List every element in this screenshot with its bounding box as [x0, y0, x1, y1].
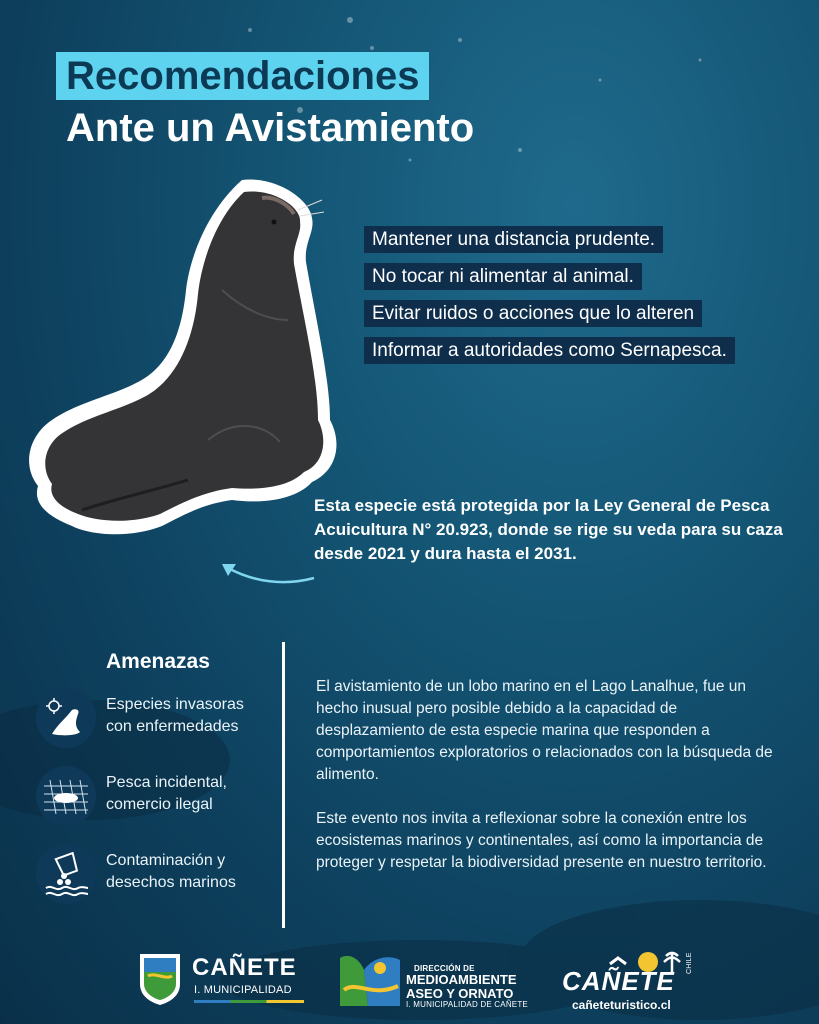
- tourism-chile: CHILE: [686, 952, 693, 974]
- body-text: [316, 676, 786, 896]
- title-recomendaciones: Recomendaciones: [56, 52, 429, 100]
- dma-line1: DIRECCIÓN DE: [414, 964, 475, 973]
- threat-item-invasive: [36, 688, 276, 752]
- canete-color-bar: [194, 1000, 304, 1003]
- logo-canete-turistico: [560, 944, 700, 1014]
- threat-label-line2: desechos marinos: [106, 874, 236, 891]
- dma-line4: I. MUNICIPALIDAD DE CAÑETE: [406, 1000, 528, 1009]
- curved-arrow-icon: [214, 556, 318, 586]
- tourism-url: cañeteturistico.cl: [572, 998, 671, 1012]
- logo-medioambiente: [338, 950, 538, 1008]
- recommendation-item: No tocar ni alimentar al animal.: [364, 263, 642, 290]
- canete-shield-icon: [138, 952, 182, 1006]
- title-avistamiento: Ante un Avistamiento: [66, 106, 475, 150]
- tourism-name: CAÑETE: [562, 966, 675, 996]
- threat-item-pollution: [36, 844, 276, 908]
- medioambiente-emblem-icon: [338, 950, 402, 1008]
- sea-lion-illustration: [12, 170, 342, 540]
- threats-title: Amenazas: [106, 650, 210, 673]
- recommendation-item: Evitar ruidos o acciones que lo alteren: [364, 300, 702, 327]
- recommendation-item: Mantener una distancia prudente.: [364, 226, 663, 253]
- threat-item-fishing: [36, 766, 276, 830]
- canete-name: CAÑETE: [192, 954, 297, 981]
- threat-label-line1: Especies invasoras: [106, 696, 244, 713]
- fishing-net-icon: [36, 766, 96, 826]
- body-paragraph-2: Este evento nos invita a reflexionar sobre la conexión entre los ecosistemas marinos y continentales, así como la importancia de proteger y respetar la biodiversidad presente en nuestro territorio.: [316, 810, 767, 871]
- threat-label-line2: con enfermedades: [106, 718, 239, 735]
- logo-municipalidad-canete: [138, 952, 308, 1006]
- threat-label-line1: Contaminación y: [106, 852, 226, 869]
- vertical-divider: [282, 642, 285, 928]
- dma-line2: MEDIOAMBIENTE: [406, 972, 517, 987]
- sea-lion-virus-icon: [36, 688, 96, 748]
- dma-line3: ASEO Y ORNATO: [406, 986, 514, 1001]
- protection-note: Esta especie está protegida por la Ley General de Pesca Acuicultura N° 20.923, donde se rige su veda para su caza desde 2021 y dura hasta el 2031.: [314, 496, 783, 563]
- canete-sub: I. MUNICIPALIDAD: [194, 984, 292, 996]
- threat-label-line1: Pesca incidental,: [106, 774, 227, 791]
- recommendation-item: Informar a autoridades como Sernapesca.: [364, 337, 735, 364]
- threat-label-line2: comercio ilegal: [106, 796, 213, 813]
- body-paragraph-1: El avistamiento de un lobo marino en el Lago Lanalhue, fue un hecho inusual pero posible debido a la capacidad de desplazamiento de esta especie marina que responden a comportamientos exploratorios o relacionados con la búsqueda de alimento.: [316, 678, 773, 783]
- recommendations-list: [364, 226, 735, 374]
- pollution-icon: [36, 844, 96, 904]
